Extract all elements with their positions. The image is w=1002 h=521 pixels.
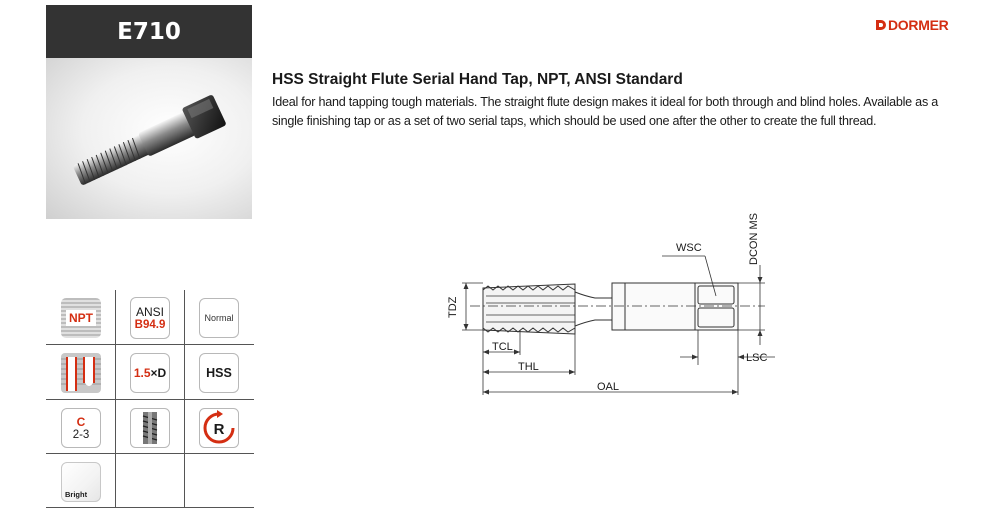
rotation-label: R bbox=[213, 421, 225, 438]
chamfer-letter: C bbox=[76, 415, 86, 429]
finish-label: Bright bbox=[65, 490, 88, 499]
lsc-label: LSC bbox=[746, 352, 768, 364]
product-image bbox=[46, 58, 252, 219]
thread-pattern-icon bbox=[61, 298, 101, 338]
depth-ratio-icon bbox=[130, 353, 170, 393]
chamfer-cell bbox=[47, 400, 115, 456]
depth-suffix: ×D bbox=[150, 366, 167, 380]
npt-thread-cell bbox=[47, 290, 115, 346]
product-code: E710 bbox=[46, 5, 252, 58]
npt-label: NPT bbox=[66, 310, 96, 326]
ansi-standard-icon bbox=[130, 297, 170, 339]
ansi-code: B94.9 bbox=[134, 319, 166, 331]
tdz-label: TDZ bbox=[447, 296, 459, 318]
right-hand-rotation-icon bbox=[199, 408, 239, 448]
straight-flute-icon bbox=[130, 408, 170, 448]
ansi-label: ANSI bbox=[135, 305, 164, 319]
tap-dimension-drawing bbox=[430, 200, 810, 405]
product-title: HSS Straight Flute Serial Hand Tap, NPT, ANSI Standard bbox=[272, 71, 683, 88]
thl-label: THL bbox=[518, 361, 539, 373]
tap-photo-icon bbox=[46, 58, 252, 219]
material-cell bbox=[185, 345, 253, 401]
dcon-label: DCON MS bbox=[748, 213, 760, 265]
wsc-label: WSC bbox=[676, 242, 702, 254]
dormer-logo-icon bbox=[876, 20, 886, 30]
material-label: HSS bbox=[206, 366, 232, 380]
chamfer-form-icon bbox=[61, 408, 101, 448]
rotation-cell bbox=[185, 400, 253, 456]
chamfer-range: 2-3 bbox=[72, 429, 90, 441]
normal-icon bbox=[199, 298, 239, 338]
bright-finish-icon bbox=[61, 462, 101, 502]
tolerance-cell bbox=[185, 290, 253, 346]
oal-label: OAL bbox=[597, 381, 620, 393]
depth-cell bbox=[116, 345, 184, 401]
brand-name: DORMER bbox=[888, 17, 949, 33]
brand-logo[interactable] bbox=[876, 17, 948, 33]
through-blind-hole-icon bbox=[61, 353, 101, 393]
flute-cell bbox=[116, 400, 184, 456]
product-description: Ideal for hand tapping tough materials. The straight flute design makes it ideal for both through and blind holes. Available as a single finishing tap or as a set of two serial taps, which should be used one after the other to create the full thread. bbox=[272, 95, 938, 128]
normal-label: Normal bbox=[204, 313, 234, 323]
hss-material-icon bbox=[199, 353, 239, 393]
depth-value: 1.5 bbox=[133, 366, 151, 380]
hole-type-cell bbox=[47, 345, 115, 401]
finish-cell bbox=[47, 454, 115, 510]
standard-cell bbox=[116, 290, 184, 346]
tcl-label: TCL bbox=[492, 341, 513, 353]
